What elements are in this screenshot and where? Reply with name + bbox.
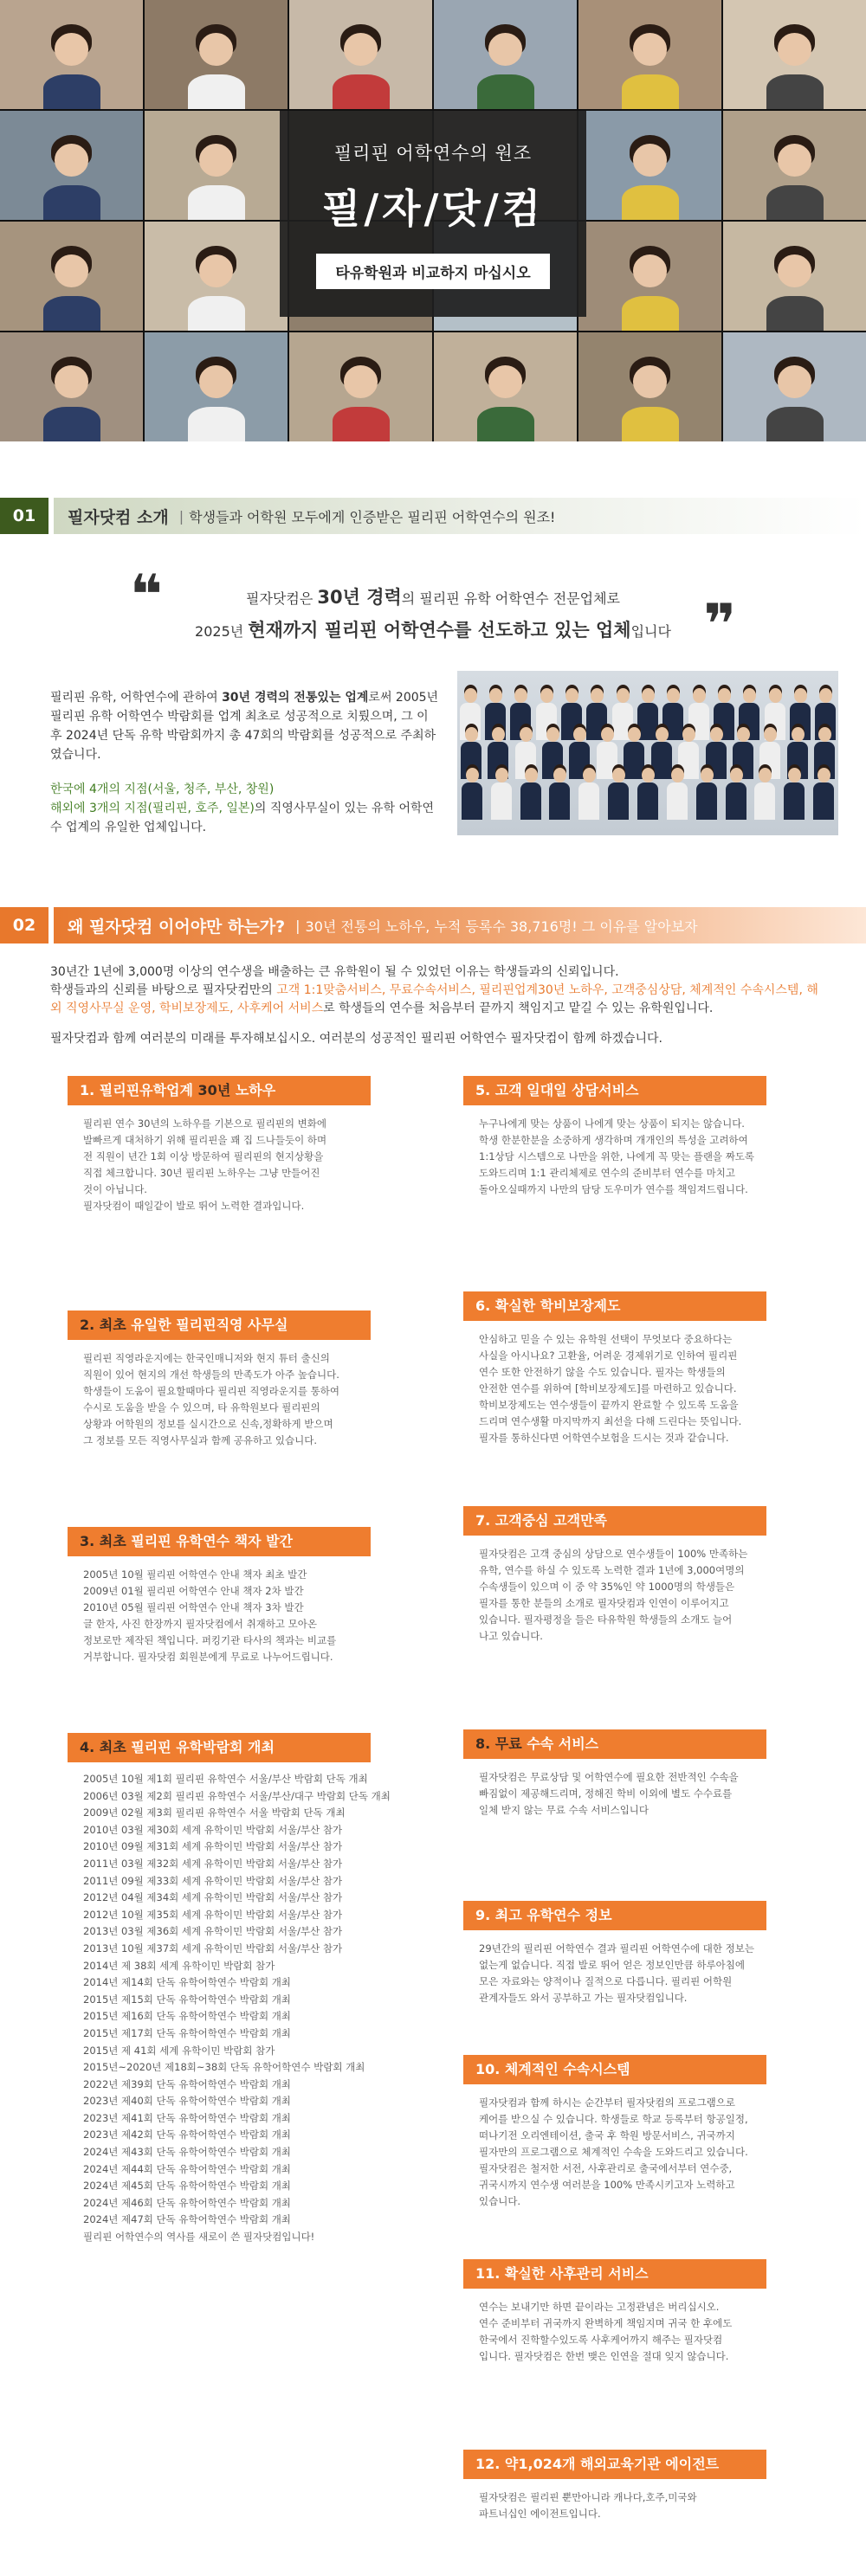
- quote-line-1: [130, 583, 736, 609]
- open-quote-icon: ❝: [130, 564, 163, 628]
- person: [491, 768, 512, 820]
- card-line: 유학, 연수를 하실 수 있도록 노력한 결과 1년에 3,000여명의: [479, 1564, 745, 1576]
- person: [637, 768, 658, 820]
- person: [696, 768, 717, 820]
- intro-quote: [130, 564, 736, 657]
- card-line: 입니다. 필자닷컴은 한번 맺은 인연을 절대 잊지 않습니다.: [479, 2350, 729, 2362]
- card-line: 2022년 제39회 단독 유학어학연수 박람회 개최: [83, 2077, 291, 2090]
- card-header: 10. 체계적인 수속시스템: [463, 2055, 766, 2084]
- card-body: [68, 1116, 397, 1214]
- card-header-emphasis: 8. 무료: [475, 1736, 522, 1752]
- intro-paragraph-1: [50, 688, 440, 764]
- card-body: [68, 1350, 397, 1449]
- card-body: [463, 2489, 792, 2522]
- quote-emphasis: 현재까지 필리핀 어학연수를 선도하고 있는 업체: [248, 620, 631, 641]
- hero-title-box: [280, 111, 586, 317]
- card-line: 2014년 제14회 단독 유학어학연수 박람회 개최: [83, 1976, 291, 1989]
- service-list: 고객 1:1맞춤서비스, 무료수속서비스, 필리핀업계30년 노하우, 고객중심상담, 체계적인 수속시스템, 해외 직영사무실 운영, 학비보장제도, 사후케어 서비스: [50, 983, 818, 1015]
- card-line: 사실을 아시나요? 고환율, 어려운 경제위기로 인하여 필리핀: [479, 1349, 738, 1362]
- card-line: 직접 체크합니다. 30년 필리핀 노하우는 그냥 만들어진: [83, 1167, 320, 1179]
- card-body: [463, 2299, 792, 2365]
- collage-photo: [289, 332, 432, 441]
- why-text: 학생들과의 신뢰를 바탕으로 필자닷컴만의: [50, 983, 277, 997]
- hero-title: 필/자/닷/컴: [321, 184, 545, 232]
- card-header: [68, 1076, 371, 1105]
- card-line: 2015년 제16회 단독 유학어학연수 박람회 개최: [83, 2010, 291, 2023]
- hero-banner: [0, 0, 866, 441]
- collage-photo: [145, 111, 288, 220]
- collage-photo: [0, 332, 143, 441]
- card-line: 필자닷컴은 무료상담 및 어학연수에 필요한 전반적인 수속을: [479, 1771, 739, 1783]
- section-title: 왜 필자닷컴 이어야만 하는가?: [68, 917, 286, 937]
- why-paragraph-1: [50, 963, 821, 1018]
- quote-text: 필자닷컴은: [246, 590, 318, 607]
- card-header: 5. 고객 일대일 상담서비스: [463, 1076, 766, 1105]
- card-header-emphasis: 30년: [197, 1082, 231, 1098]
- card-header-text: 노하우: [230, 1082, 276, 1098]
- card-line: 떠나기전 오리엔테이션, 출국 후 학원 방문서비스, 귀국까지: [479, 2129, 735, 2141]
- intro-paragraph-2: [50, 780, 440, 837]
- card-line: 2009년 01월 필리핀 어학연수 안내 책자 2차 발간: [83, 1585, 304, 1597]
- card-line: 필자닷컴은 철저한 서전, 사후관리로 출국에서부터 연수중,: [479, 2162, 733, 2174]
- card-line: 파트너십인 에이전트입니다.: [479, 2508, 601, 2520]
- card-line: 거부합니다. 필자닷컴 회원분에게 무료로 나누어드립니다.: [83, 1651, 333, 1663]
- why-description: [50, 963, 821, 1060]
- card-line: 연수는 보내기만 하면 끝이라는 고정관념은 버리십시오.: [479, 2301, 720, 2313]
- card-header-emphasis: 4. 최초: [80, 1739, 126, 1755]
- card-line: 1:1상담 시스템으로 나만을 위한, 나에게 꼭 맞는 플랜을 짜도록: [479, 1150, 755, 1162]
- card-line: 없는게 없습니다. 직접 발로 뛰어 얻은 정보인만큼 하루아침에: [479, 1959, 745, 1971]
- card-line: 2023년 제41회 단독 유학어학연수 박람회 개최: [83, 2111, 291, 2124]
- section-header-intro: [0, 498, 866, 534]
- section-subtitle: 30년 전통의 노하우, 누적 등록수 38,716명! 그 이유를 알아보자: [305, 918, 698, 935]
- card-line: 한국에서 진학할수있도록 사후케어까지 해주는 필자닷컴: [479, 2334, 723, 2346]
- card-line: 필자닷컴은 필리핀 뿐만아니라 캐나다,호주,미국와: [479, 2491, 697, 2503]
- card-body: [463, 1769, 792, 1819]
- card-line: 2024년 제45회 단독 유학어학연수 박람회 개최: [83, 2180, 291, 2193]
- card-header-text: 수속 서비스: [521, 1736, 599, 1752]
- card-line: 2015년 제 41회 세계 유학이민 박람회 참가: [83, 2044, 275, 2057]
- card-line: 연수 또한 안전하기 않을 수도 있습니다. 필자는 학생들의: [479, 1366, 726, 1378]
- card-line: 드리며 연수생활 마지막까지 최선을 다해 드린다는 뜻입니다.: [479, 1415, 742, 1427]
- person: [813, 768, 834, 820]
- collage-photo: [289, 0, 432, 109]
- card-line: 학생들이 도움이 필요할때마다 필리핀 직영라운지를 통하여: [83, 1385, 339, 1397]
- card-line: 2010년 03월 제30회 세계 유학이민 박람회 서울/부산 참가: [83, 1823, 343, 1836]
- card-line: 2024년 제43회 단독 유학어학연수 박람회 개최: [83, 2146, 291, 2159]
- hero-subtitle: 필리핀 어학연수의 원조: [333, 142, 533, 164]
- collage-photo: [723, 222, 866, 331]
- card-line: 안심하고 믿을 수 있는 유학원 선택이 무엇보다 중요하다는: [479, 1333, 733, 1345]
- quote-line-2: [130, 616, 736, 642]
- card-line: 누구나에게 맞는 상품이 나에게 맞는 상품이 되지는 않습니다.: [479, 1117, 745, 1130]
- collage-photo: [0, 111, 143, 220]
- why-text: 로 학생들의 연수를 처음부터 끝까지 책임지고 맡길 수 있는 유학원입니다.: [323, 1001, 714, 1015]
- card-line: 2013년 03월 제36회 세계 유학이민 박람회 서울/부산 참가: [83, 1925, 343, 1938]
- card-line: 2010년 05월 필리핀 어학연수 안내 책자 3차 발간: [83, 1601, 304, 1613]
- intro-description: [50, 688, 440, 853]
- collage-photo: [578, 0, 721, 109]
- card-line: 케어를 받으실 수 있습니다. 학생들로 학교 등록부터 항공일정,: [479, 2113, 748, 2125]
- card-info: [463, 1901, 792, 2006]
- intro-text: 로써 2005년 필리핀 유학 어학연수 박람회를 업계 최초로 성공적으로 치뤘으며, 그 이후 2024년 단독 유학 박람회까지 총 47회의 박람회를 성공적으로 주최하였습니다.: [50, 691, 439, 762]
- person: [549, 768, 570, 820]
- collage-photo: [578, 111, 721, 220]
- collage-photo: [145, 332, 288, 441]
- person: [520, 768, 541, 820]
- card-line: 있습니다. 필자평정을 들은 타유학원 학생들의 소개도 늘어: [479, 1613, 733, 1626]
- card-free-service: [463, 1729, 792, 1819]
- collage-photo: [578, 222, 721, 331]
- card-aftercare: [463, 2259, 792, 2365]
- person: [578, 768, 599, 820]
- section-header-why: [0, 907, 866, 943]
- why-text: 30년간 1년에 3,000명 이상의 연수생을 배출하는 큰 유학원이 될 수 있었던 이유는 학생들과의 신뢰입니다.: [50, 965, 619, 979]
- quote-emphasis: 30년 경력: [317, 587, 402, 608]
- card-line: 발빠르게 대처하기 위해 필리핀을 꽤 집 드나들듯이 하며: [83, 1134, 327, 1146]
- card-agents: [463, 2450, 792, 2522]
- card-header: 11. 확실한 사후관리 서비스: [463, 2259, 766, 2289]
- card-header: 9. 최고 유학연수 정보: [463, 1901, 766, 1930]
- card-header: [68, 1311, 371, 1340]
- close-quote-icon: ❞: [703, 593, 736, 657]
- staff-group-photo: [457, 671, 838, 835]
- collage-photo: [0, 222, 143, 331]
- card-header: 6. 확실한 학비보장제도: [463, 1291, 766, 1321]
- card-body: [463, 2095, 792, 2210]
- card-line: 2015년 제15회 단독 유학어학연수 박람회 개최: [83, 1993, 291, 2006]
- card-line: 2012년 04월 제34회 세계 유학이민 박람회 서울/부산 참가: [83, 1891, 343, 1904]
- section-number: 02: [0, 907, 48, 943]
- collage-photo: [0, 0, 143, 109]
- card-line: 2010년 09월 제31회 세계 유학이민 박람회 서울/부산 참가: [83, 1840, 343, 1853]
- card-line: 연수 준비부터 귀국까지 완벽하게 책임지며 귀국 한 후에도: [479, 2317, 733, 2329]
- card-book: [68, 1527, 397, 1665]
- section-subtitle: 학생들과 어학원 모두에게 인증받은 필리핀 어학연수의 원조!: [189, 508, 556, 525]
- person: [726, 768, 746, 820]
- quote-text: 2025년: [195, 623, 249, 640]
- intro-text: 필리핀 유학, 어학연수에 관하여: [50, 691, 223, 705]
- card-line: 필자닷컴과 함께 하시는 순간부터 필자닷컴의 프로그램으로: [479, 2096, 735, 2109]
- card-line: 2013년 10월 제37회 세계 유학이민 박람회 서울/부산 참가: [83, 1942, 343, 1955]
- section-number: 01: [0, 498, 48, 534]
- card-header-text: 1. 필리핀유학업계: [80, 1082, 198, 1098]
- card-line: 안전한 연수를 위하여 [학비보장제도]를 마련하고 있습니다.: [479, 1382, 737, 1394]
- section-divider: |: [295, 917, 301, 934]
- person: [462, 768, 482, 820]
- card-line: 2009년 02월 제3회 필리핀 유학연수 서울 박람회 단독 개최: [83, 1806, 346, 1819]
- card-header-emphasis: 3. 최초: [80, 1533, 126, 1549]
- card-line: 있습니다.: [479, 2195, 521, 2207]
- card-line: 정보로만 제작된 책입니다. 퍼킹기관 타사의 책과는 비교를: [83, 1634, 337, 1646]
- intro-text: 의 직영사무실이 있는 유학 어학연수 업계의 유일한 업체입니다.: [50, 802, 435, 834]
- card-line: 직원이 있어 현지의 개선 학생들의 만족도가 아주 높습니다.: [83, 1368, 339, 1381]
- card-line: 2011년 03월 제32회 세계 유학이민 박람회 서울/부산 참가: [83, 1857, 343, 1870]
- section-title: 필자닷컴 소개: [68, 507, 169, 527]
- card-office: [68, 1311, 397, 1449]
- card-line: 학생 한분한분을 소중하게 생각하며 개개인의 특성을 고려하여: [479, 1134, 748, 1146]
- collage-photo: [723, 111, 866, 220]
- person: [608, 768, 629, 820]
- collage-photo: [723, 0, 866, 109]
- card-header-text: 유일한 필리핀직영 사무실: [126, 1317, 288, 1333]
- card-line: 필리핀 연수 30년의 노하우를 기본으로 필리핀의 변화에: [83, 1117, 326, 1130]
- fair-history-list: [68, 1771, 397, 2246]
- collage-photo: [434, 0, 577, 109]
- quote-text: 입니다: [630, 623, 671, 640]
- card-line: 상황과 어학원의 정보를 실시간으로 신속,정확하게 받으며: [83, 1418, 333, 1430]
- card-line: 관계자들도 와서 공부하고 가는 필자닷컴입니다.: [479, 1992, 688, 2004]
- card-line: 2005년 10월 필리핀 어학연수 안내 책자 최초 발간: [83, 1568, 307, 1581]
- collage-photo: [723, 332, 866, 441]
- card-line: 29년간의 필리핀 어학연수 결과 필리핀 어학연수에 대한 정보는: [479, 1942, 754, 1955]
- card-body: [463, 1546, 792, 1645]
- card-header: 7. 고객중심 고객만족: [463, 1506, 766, 1536]
- card-line: 2014년 제 38회 세계 유학이민 박람회 참가: [83, 1959, 275, 1972]
- collage-photo: [578, 332, 721, 441]
- photo-row: [457, 768, 838, 820]
- card-line: 필자를 통한 분들의 소개로 필자닷컴과 인연이 이루어지고: [479, 1597, 729, 1609]
- card-customer: [463, 1506, 792, 1645]
- branch-overseas: 해외에 3개의 지점(필리핀, 호주, 일본): [50, 802, 255, 815]
- card-line: 2024년 제44회 단독 유학어학연수 박람회 개최: [83, 2162, 291, 2175]
- card-line: 2012년 10월 제35회 세계 유학이민 박람회 서울/부산 참가: [83, 1908, 343, 1921]
- quote-text: 의 필리핀 유학 어학연수 전문업체로: [401, 590, 620, 607]
- card-line: 2024년 제47회 단독 유학어학연수 박람회 개최: [83, 2213, 291, 2226]
- section-title-box: [48, 907, 866, 943]
- card-line: 2023년 제42회 단독 유학어학연수 박람회 개최: [83, 2128, 291, 2141]
- person: [784, 768, 805, 820]
- section-divider: |: [178, 507, 184, 525]
- collage-photo: [434, 332, 577, 441]
- card-line: 글 한자, 사진 한장까지 필자닷컴에서 취재하고 모아온: [83, 1618, 317, 1630]
- card-line: 2024년 제46회 단독 유학어학연수 박람회 개최: [83, 2196, 291, 2209]
- section-title-box: [48, 498, 866, 534]
- card-line: 필자만의 프로그램으로 체계적인 수속을 도와드리고 있습니다.: [479, 2146, 748, 2158]
- card-line: 필자닷컴이 때일같이 발로 뛰어 노력한 결과입니다.: [83, 1200, 305, 1212]
- card-header: [463, 1729, 766, 1759]
- card-fair: [68, 1733, 397, 2246]
- card-line: 필리핀 직영라운지에는 한국인매니저와 현지 튜터 출신의: [83, 1352, 330, 1364]
- card-tuition-guarantee: [463, 1291, 792, 1446]
- card-header-text: 필리핀 유학연수 책자 발간: [126, 1533, 294, 1549]
- intro-emphasis: 30년 경력의 전통있는 업계: [222, 691, 369, 705]
- card-line: 나고 있습니다.: [479, 1630, 543, 1642]
- card-line: 수시로 도움을 받을 수 있으며, 타 유학원보다 필리핀의: [83, 1401, 320, 1414]
- card-line: 필리핀 어학연수의 역사를 새로이 쓴 필자닷컴입니다!: [83, 2231, 315, 2244]
- collage-photo: [145, 222, 288, 331]
- card-body: [463, 1941, 792, 2006]
- card-line: 도와드리며 1:1 관리체제로 연수의 준비부터 연수를 마치고: [479, 1167, 735, 1179]
- person: [754, 768, 775, 820]
- card-system: [463, 2055, 792, 2210]
- card-line: 수속생들이 있으며 이 중 약 35%인 약 1000명의 학생들은: [479, 1581, 735, 1593]
- card-header: 12. 약1,024개 해외교육기관 에이전트: [463, 2450, 766, 2479]
- card-header: [68, 1733, 371, 1762]
- card-knowhow: [68, 1076, 397, 1214]
- card-line: 학비보장제도는 연수생들이 끝까지 완료할 수 있도록 도움을: [479, 1399, 739, 1411]
- card-body: [68, 1567, 397, 1665]
- card-line: 필자닷컴은 고객 중심의 상담으로 연수생들이 100% 만족하는: [479, 1548, 748, 1560]
- card-header-emphasis: 2. 최초: [80, 1317, 126, 1333]
- card-body: [463, 1331, 792, 1446]
- person: [667, 768, 688, 820]
- card-line: 귀국시까지 연수생 여러분을 100% 만족시키고자 노력하고: [479, 2179, 735, 2191]
- card-consult: [463, 1076, 792, 1198]
- card-body: [463, 1116, 792, 1198]
- card-line: 것이 아닙니다.: [83, 1183, 147, 1195]
- card-line: 2005년 10월 제1회 필리핀 유학연수 서울/부산 박람회 단독 개최: [83, 1773, 368, 1785]
- card-line: 전 직원이 년간 1회 이상 방문하여 필리핀의 현지상황을: [83, 1150, 324, 1162]
- card-line: 2015년~2020년 제18회~38회 단독 유학어학연수 박람회 개최: [83, 2061, 365, 2074]
- branch-korea: 한국에 4개의 지점(서울, 청주, 부산, 창원): [50, 782, 275, 796]
- card-header-text: 필리핀 유학박람회 개최: [126, 1739, 275, 1755]
- why-paragraph-2: 필자닷컴과 함께 여러분의 미래를 투자해보십시오. 여러분의 성공적인 필리핀 어학연수 필자닷컴이 함께 하겠습니다.: [50, 1032, 663, 1046]
- card-line: 2011년 09월 제33회 세계 유학이민 박람회 서울/부산 참가: [83, 1874, 343, 1887]
- card-line: 2015년 제17회 단독 유학어학연수 박람회 개최: [83, 2026, 291, 2039]
- collage-photo: [145, 0, 288, 109]
- card-line: 2006년 03월 제2회 필리핀 유학연수 서울/부산/대구 박람회 단독 개최: [83, 1789, 391, 1802]
- hero-cta-button[interactable]: 타유학원과 비교하지 마십시오: [316, 254, 549, 289]
- card-header: [68, 1527, 371, 1556]
- card-line: 돌아오실때까지 나만의 담당 도우미가 연수를 책임져드립니다.: [479, 1183, 748, 1195]
- card-line: 빠짐없이 제공해드리며, 정해진 학비 이외에 별도 수수료를: [479, 1787, 733, 1800]
- card-line: 그 정보를 모든 직영사무실과 함께 공유하고 있습니다.: [83, 1434, 317, 1446]
- card-line: 필자를 통하신다면 어학연수보험을 드시는 것과 같습니다.: [479, 1432, 729, 1444]
- card-line: 일체 받지 않는 무료 수속 서비스입니다: [479, 1804, 650, 1816]
- card-line: 2023년 제40회 단독 유학어학연수 박람회 개최: [83, 2095, 291, 2108]
- card-line: 모은 자료와는 양적이나 질적으로 다릅니다. 필리핀 어학원: [479, 1975, 733, 1987]
